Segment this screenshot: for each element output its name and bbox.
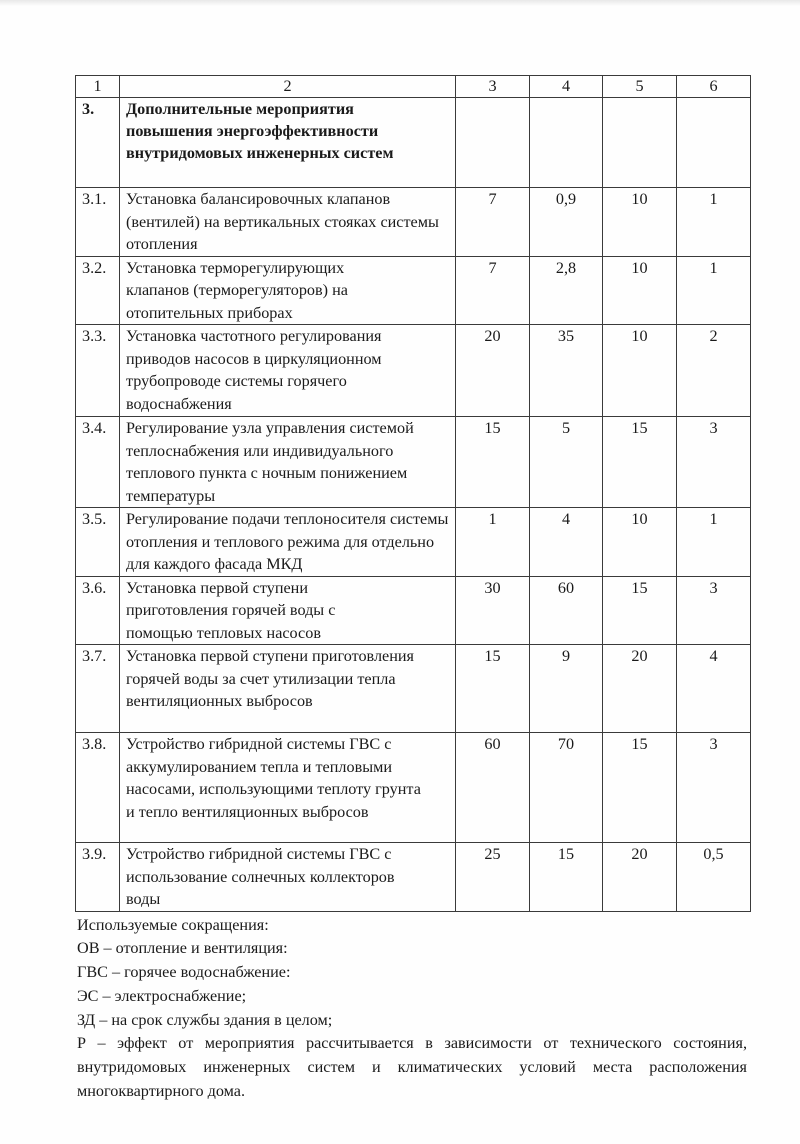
row-value-col3: 15 bbox=[456, 417, 530, 508]
row-value-col6: 3 bbox=[677, 733, 751, 843]
row-value-col6: 3 bbox=[677, 417, 751, 508]
row-value-col4: 2,8 bbox=[530, 256, 603, 325]
row-description: Установка частотного регулирования приводов насосов в циркуляционном трубопроводе системы горячего водоснабжения bbox=[120, 325, 456, 417]
row-value-col4: 60 bbox=[530, 576, 603, 645]
row-value-col3: 20 bbox=[456, 325, 530, 417]
section-number: 3. bbox=[76, 98, 120, 188]
row-value-col4: 4 bbox=[530, 508, 603, 577]
row-value-col6: 0,5 bbox=[677, 843, 751, 912]
row-number: 3.7. bbox=[76, 645, 120, 733]
table-row bbox=[76, 188, 751, 257]
table-row bbox=[76, 325, 751, 417]
row-description: Установка первой ступени приготовления горячей воды с помощью тепловых насосов bbox=[120, 576, 456, 645]
row-value-col6: 1 bbox=[677, 256, 751, 325]
table-row bbox=[76, 645, 751, 733]
row-value-col6: 1 bbox=[677, 508, 751, 577]
abbreviation-item: ОВ – отопление и вентиляция: bbox=[77, 939, 288, 958]
row-value-col5: 15 bbox=[603, 733, 677, 843]
column-header: 6 bbox=[677, 76, 751, 98]
column-header: 5 bbox=[603, 76, 677, 98]
row-value-col4: 35 bbox=[530, 325, 603, 417]
row-value-col3: 30 bbox=[456, 576, 530, 645]
row-number: 3.6. bbox=[76, 576, 120, 645]
table-row bbox=[76, 417, 751, 508]
row-value-col5: 15 bbox=[603, 576, 677, 645]
row-value-col6: 4 bbox=[677, 645, 751, 733]
row-number: 3.3. bbox=[76, 325, 120, 417]
table-row bbox=[76, 256, 751, 325]
column-number-header-row bbox=[76, 76, 751, 98]
row-value-col4: 70 bbox=[530, 733, 603, 843]
row-value-col6: 3 bbox=[677, 576, 751, 645]
p-note-paragraph: Р – эффект от мероприятия рассчитывается в зависимости от технического состояния, внутридомовых инженерных систем и климатических условий места расположения многоквартирного дома. bbox=[77, 1034, 747, 1101]
column-header: 4 bbox=[530, 76, 603, 98]
row-value-col3: 7 bbox=[456, 188, 530, 257]
row-value-col6: 2 bbox=[677, 325, 751, 417]
row-value-col4: 5 bbox=[530, 417, 603, 508]
measures-table bbox=[75, 75, 751, 912]
row-description: Установка первой ступени приготовления горячей воды за счет утилизации тепла вентиляционных выбросов bbox=[120, 645, 456, 733]
row-description: Устройство гибридной системы ГВС с аккумулированием тепла и тепловыми насосами, использующими теплоту грунта и тепло вентиляционных выбросов bbox=[120, 733, 456, 843]
table-row bbox=[76, 843, 751, 912]
section-title: Дополнительные мероприятия повышения энергоэффективности внутридомовых инженерных систем bbox=[120, 98, 456, 188]
row-number: 3.1. bbox=[76, 188, 120, 257]
row-value-col3: 15 bbox=[456, 645, 530, 733]
table-row bbox=[76, 508, 751, 577]
row-number: 3.8. bbox=[76, 733, 120, 843]
table-row bbox=[76, 576, 751, 645]
row-value-col4: 9 bbox=[530, 645, 603, 733]
column-header: 1 bbox=[76, 76, 120, 98]
row-description: Установка терморегулирующих клапанов (терморегуляторов) на отопительных приборах bbox=[120, 256, 456, 325]
abbreviation-item: ЭС – электроснабжение; bbox=[77, 986, 247, 1005]
row-number: 3.4. bbox=[76, 417, 120, 508]
column-header: 3 bbox=[456, 76, 530, 98]
row-value-col3: 1 bbox=[456, 508, 530, 577]
row-description: Устройство гибридной системы ГВС с использование солнечных коллекторов воды bbox=[120, 843, 456, 912]
row-value-col3: 60 bbox=[456, 733, 530, 843]
notes-heading: Используемые сокращения: bbox=[77, 915, 269, 934]
table-row bbox=[76, 733, 751, 843]
row-value-col3: 7 bbox=[456, 256, 530, 325]
row-value-col5: 20 bbox=[603, 645, 677, 733]
row-value-col5: 20 bbox=[603, 843, 677, 912]
row-number: 3.5. bbox=[76, 508, 120, 577]
row-value-col4: 15 bbox=[530, 843, 603, 912]
row-value-col5: 10 bbox=[603, 256, 677, 325]
row-value-col5: 15 bbox=[603, 417, 677, 508]
row-value-col5: 10 bbox=[603, 325, 677, 417]
row-description: Регулирование подачи теплоносителя системы отопления и теплового режима для отдельно для каждого фасада МКД bbox=[120, 508, 456, 577]
row-description: Установка балансировочных клапанов (вентилей) на вертикальных стояках системы отопления bbox=[120, 188, 456, 257]
section-row bbox=[76, 98, 751, 188]
row-value-col6: 1 bbox=[677, 188, 751, 257]
row-value-col4: 0,9 bbox=[530, 188, 603, 257]
row-description: Регулирование узла управления системой теплоснабжения или индивидуального теплового пункта с ночным понижением температуры bbox=[120, 417, 456, 508]
row-value-col5: 10 bbox=[603, 188, 677, 257]
row-value-col5: 10 bbox=[603, 508, 677, 577]
row-number: 3.9. bbox=[76, 843, 120, 912]
column-header: 2 bbox=[120, 76, 456, 98]
row-number: 3.2. bbox=[76, 256, 120, 325]
abbreviation-item: ГВС – горячее водоснабжение: bbox=[77, 963, 291, 982]
abbreviations-notes bbox=[77, 914, 747, 1104]
abbreviation-item: ЗД – на срок службы здания в целом; bbox=[77, 1010, 333, 1029]
row-value-col3: 25 bbox=[456, 843, 530, 912]
